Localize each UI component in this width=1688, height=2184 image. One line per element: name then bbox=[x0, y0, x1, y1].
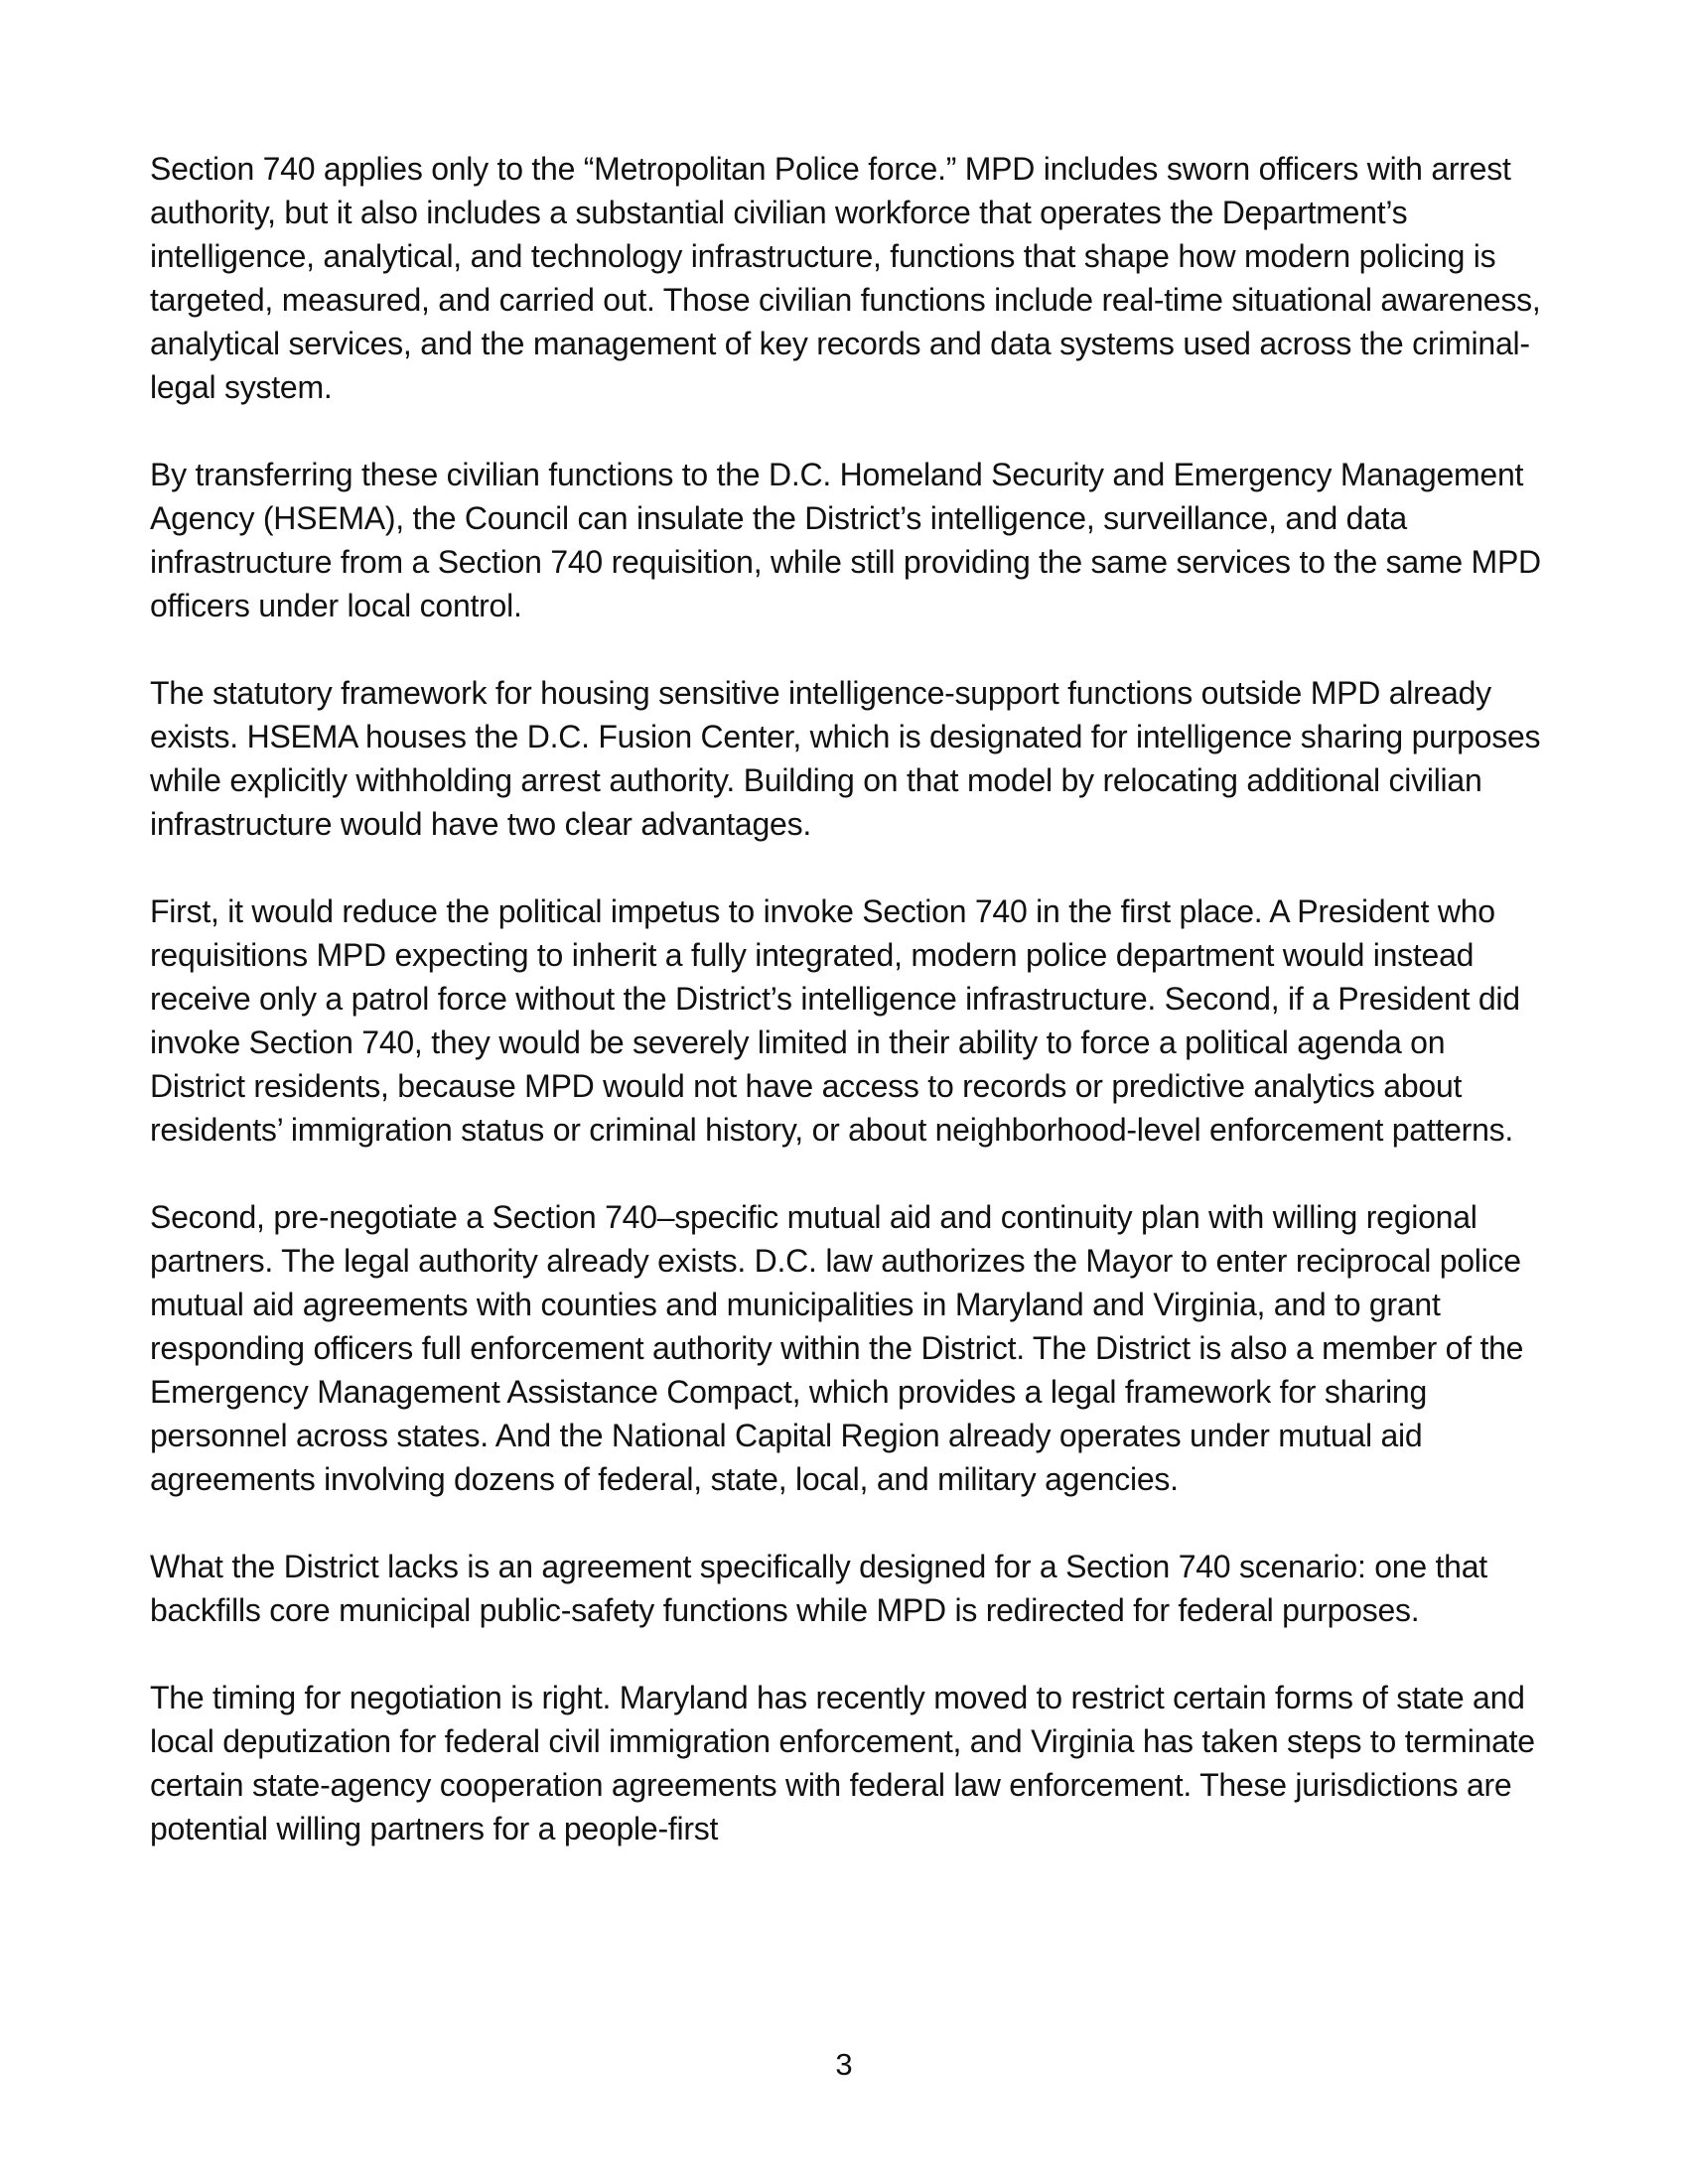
paragraph: First, it would reduce the political impetus to invoke Section 740 in the first place. A President who requisitions MPD expecting to inherit a fully integrated, modern police department would instead receive only a patrol force without the District’s intelligence infrastructure. Second, if a President did invoke Section 740, they would be severely limited in their ability to force a political agenda on District residents, because MPD would not have access to records or predictive analytics about residents’ immigration status or criminal history, or about neighborhood-level enforcement patterns. bbox=[150, 893, 1520, 1148]
document-body bbox=[150, 147, 1542, 1850]
paragraph: What the District lacks is an agreement specifically designed for a Section 740 scenario: one that backfills core municipal public-safety functions while MPD is redirected for federal purposes. bbox=[150, 1549, 1487, 1628]
paragraph: By transferring these civilian functions to the D.C. Homeland Security and Emergency Management Agency (HSEMA), the Council can insulate the District’s intelligence, surveillance, and data infrastructure from a Section 740 requisition, while still providing the same services to the same MPD officers under local control. bbox=[150, 457, 1541, 623]
paragraph: Section 740 applies only to the “Metropolitan Police force.” MPD includes sworn officers with arrest authority, but it also includes a substantial civilian workforce that operates the Department’s intelligence, analytical, and technology infrastructure, functions that shape how modern policing is targeted, measured, and carried out. Those civilian functions include real-time situational awareness, analytical services, and the management of key records and data systems used across the criminal-legal system. bbox=[150, 151, 1541, 405]
paragraph: The timing for negotiation is right. Maryland has recently moved to restrict certain forms of state and local deputization for federal civil immigration enforcement, and Virginia has taken steps to terminate certain state-agency cooperation agreements with federal law enforcement. These jurisdictions are potential willing partners for a people-first bbox=[150, 1680, 1535, 1846]
paragraph: Second, pre-negotiate a Section 740–specific mutual aid and continuity plan with willing regional partners. The legal authority already exists. D.C. law authorizes the Mayor to enter reciprocal police mutual aid agreements with counties and municipalities in Maryland and Virginia, and to grant responding officers full enforcement authority within the District. The District is also a member of the Emergency Management Assistance Compact, which provides a legal framework for sharing personnel across states. And the National Capital Region already operates under mutual aid agreements involving dozens of federal, state, local, and military agencies. bbox=[150, 1199, 1524, 1497]
page-footer bbox=[0, 2043, 1688, 2087]
paragraph: The statutory framework for housing sensitive intelligence-support functions outside MPD already exists. HSEMA houses the D.C. Fusion Center, which is designated for intelligence sharing purposes while explicitly withholding arrest authority. Building on that model by relocating additional civilian infrastructure would have two clear advantages. bbox=[150, 675, 1541, 842]
page-number: 3 bbox=[835, 2047, 853, 2082]
